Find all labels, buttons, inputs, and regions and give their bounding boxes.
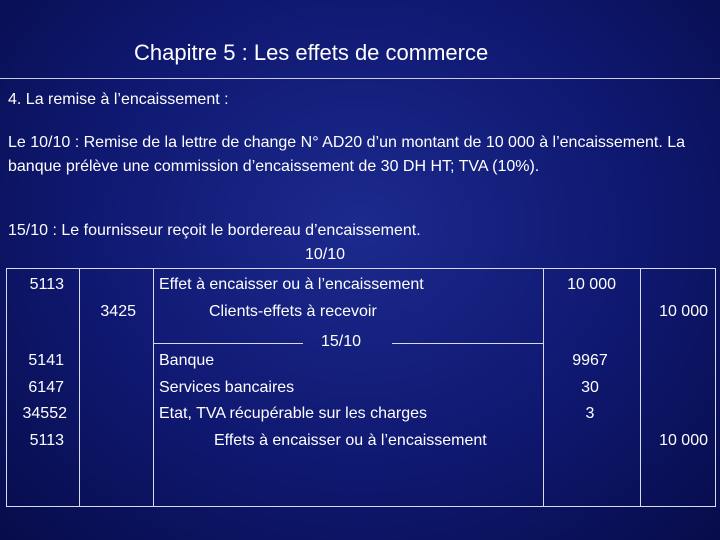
entry1-debit-label: Effet à encaisser ou à l’encaissement	[159, 276, 424, 293]
entry2-debit-label-2: Services bancaires	[159, 379, 295, 396]
entry1-credit-label: Clients-effets à recevoir	[209, 303, 377, 320]
entry1-credit-amount: 10 000	[659, 303, 708, 320]
column-divider-credit	[153, 268, 154, 507]
entry1-debit-account: 5113	[29, 276, 64, 293]
description-paragraph: Le 10/10 : Remise de la lettre de change N° AD20 d’un montant de 10 000 à l’encaissement. La banque prélève une commission d’encaissement de 30 DH HT; TVA (10%).	[8, 134, 686, 175]
entry2-date: 15/10	[320, 333, 362, 350]
column-divider-debit	[79, 268, 80, 507]
entry-separator-left	[153, 343, 303, 344]
slide-title: Chapitre 5 : Les effets de commerce	[134, 40, 489, 65]
entry2-debit-amount-3: 3	[585, 405, 595, 422]
entry2-debit-amount-2: 30	[581, 379, 599, 396]
entry2-debit-label-3: Etat, TVA récupérable sur les charges	[159, 405, 427, 422]
title-divider	[0, 78, 720, 79]
entry2-credit-label: Effets à encaisser ou à l’encaissement	[214, 432, 487, 449]
column-divider-label	[543, 268, 544, 507]
section-heading: 4. La remise à l’encaissement :	[8, 91, 229, 108]
entry2-debit-account-2: 6147	[28, 379, 64, 396]
entry1-date: 10/10	[304, 246, 346, 263]
entry2-credit-account: 5113	[29, 432, 64, 449]
entry2-debit-account-1: 5141	[28, 352, 64, 369]
entry-separator-right	[392, 343, 543, 344]
entry2-debit-amount-1: 9967	[572, 352, 608, 369]
entry1-debit-amount: 10 000	[567, 276, 616, 293]
entry2-debit-label-1: Banque	[159, 352, 215, 369]
entry2-debit-account-3: 34552	[22, 405, 67, 422]
event-line-15-10: 15/10 : Le fournisseur reçoit le bordereau d’encaissement.	[8, 222, 421, 239]
entry2-credit-amount: 10 000	[659, 432, 708, 449]
entry1-credit-account: 3425	[100, 303, 136, 320]
